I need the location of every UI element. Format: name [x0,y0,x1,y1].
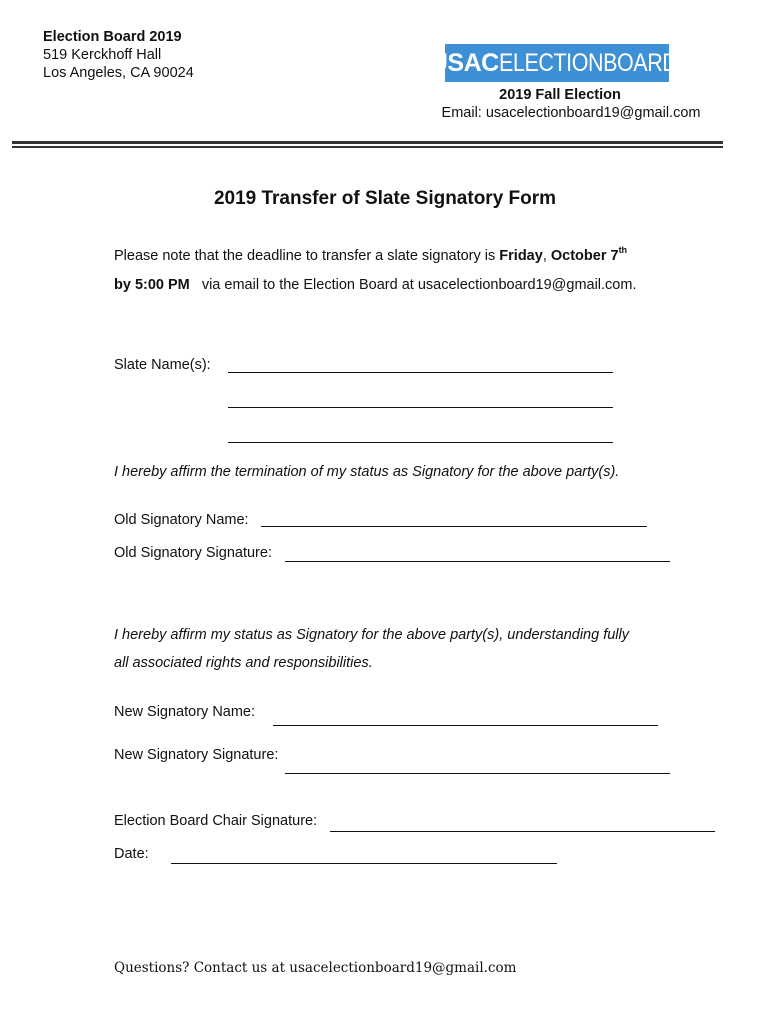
termination-statement: I hereby affirm the termination of my status as Signatory for the above party(s). [114,464,620,480]
old-signatory-signature-line[interactable] [285,561,670,562]
election-name: 2019 Fall Election [499,87,621,103]
new-signatory-signature-label: New Signatory Signature: [114,747,279,763]
org-name: Election Board 2019 [43,29,182,45]
logo-text: ELECTIONBOARD [498,48,678,77]
address-line-1: 519 Kerckhoff Hall [43,47,162,63]
new-signatory-name-label: New Signatory Name: [114,704,256,720]
header-divider-bottom [12,146,723,148]
address-line-2: Los Angeles, CA 90024 [43,65,194,81]
chair-signature-line[interactable] [330,831,715,832]
slate-name-line-3[interactable] [228,442,613,443]
logo-bold-text: USAC [429,48,499,77]
slate-names-label: Slate Name(s): [114,357,211,373]
return-address [43,28,194,82]
new-signatory-signature-line[interactable] [285,773,670,774]
date-label: Date: [114,846,149,862]
affirmation-statement [114,621,629,677]
header-email: Email: usacelectionboard19@gmail.com [441,105,701,121]
note-time: by 5:00 PM [114,277,190,293]
note-date-suffix: th [618,245,628,255]
header-divider-top [12,141,723,144]
old-signatory-name-line[interactable] [261,526,647,527]
affirmation-line-1: I hereby affirm my status as Signatory for the above party(s), understanding fully [114,627,629,643]
footer-contact: Questions? Contact us at usacelectionboard19@gmail.com [114,960,517,976]
new-signatory-name-line[interactable] [273,725,658,726]
form-title: 2019 Transfer of Slate Signatory Form [213,188,557,209]
deadline-note [114,236,734,300]
affirmation-line-2: all associated rights and responsibilities. [114,655,373,671]
note-part-1: Please note that the deadline to transfer a slate signatory is [114,248,500,264]
old-signatory-signature-label: Old Signatory Signature: [114,545,272,561]
note-day: Friday [499,248,543,264]
chair-signature-label: Election Board Chair Signature: [114,813,318,829]
note-date: October 7 [550,248,619,264]
note-comma: , [542,248,551,264]
slate-name-line-1[interactable] [228,372,613,373]
date-line[interactable] [171,863,557,864]
note-part-2: via email to the Election Board at usacelectionboard19@gmail.com. [189,277,637,293]
usac-election-board-logo [429,44,678,82]
old-signatory-name-label: Old Signatory Name: [114,512,249,528]
slate-name-line-2[interactable] [228,407,613,408]
